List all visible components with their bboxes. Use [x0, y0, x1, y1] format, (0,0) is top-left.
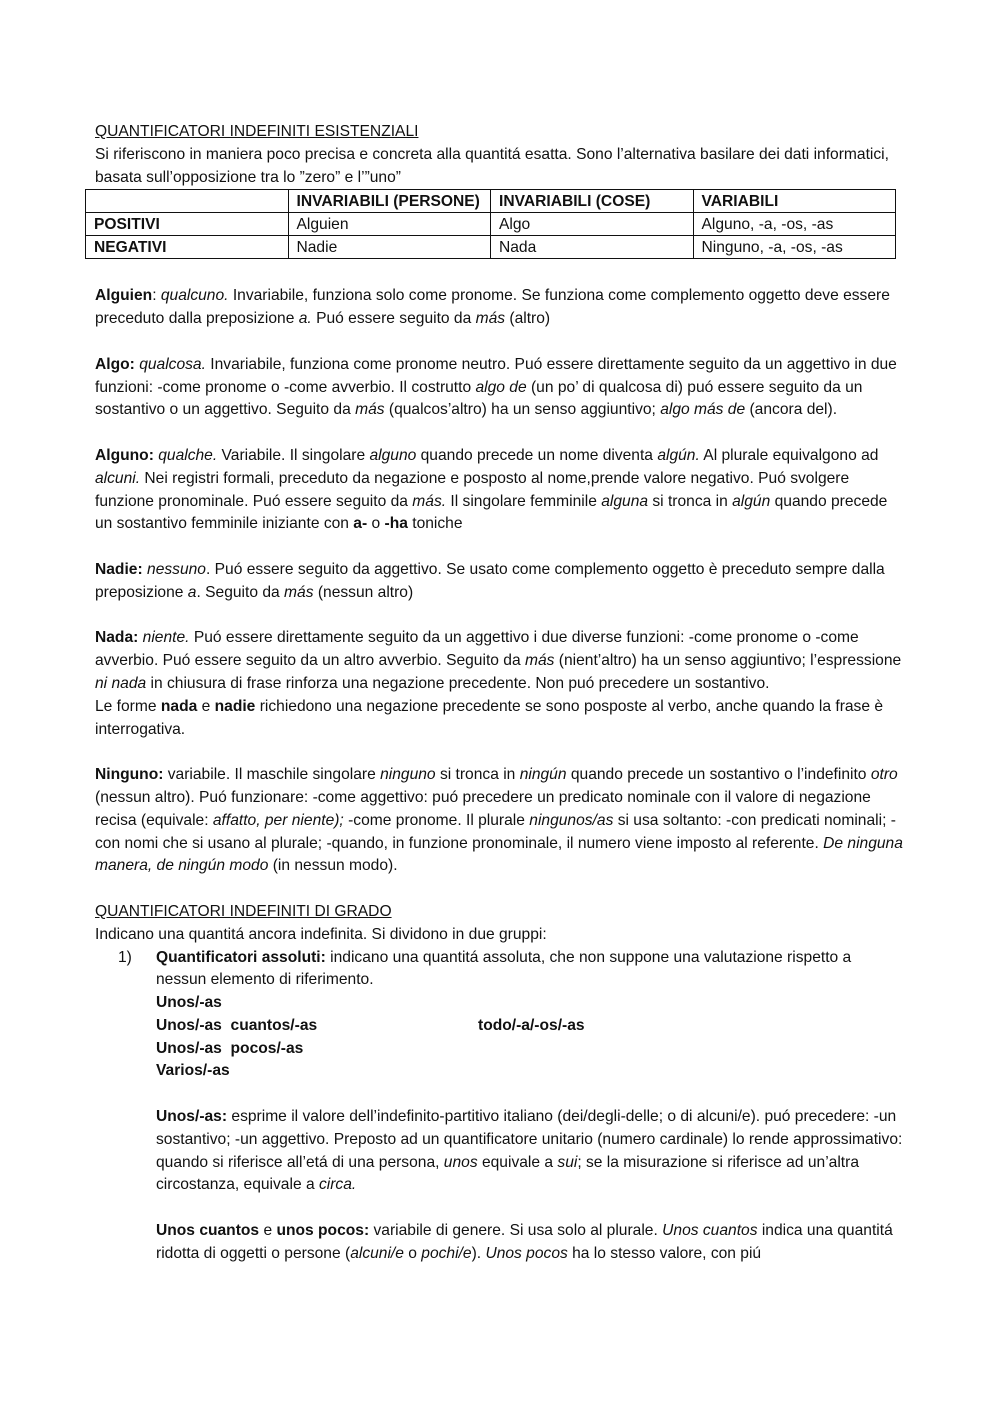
table-header-cell: VARIABILI	[693, 190, 896, 213]
paragraph-alguno: Alguno: qualche. Variabile. Il singolare alguno quando precede un nome diventa algún. Al plurale equivalgono ad alcuni. Nei registri formali, preceduto da negazione e posposto al nome,prende valore negativo. Puó svolgere funzione pronominale. Puó essere seguito da más. Il singolare femminile alguna si tronca in algún quando precede un sostantivo femminile iniziante con a- o -ha toniche	[95, 446, 888, 533]
table-row	[86, 236, 896, 259]
form-entry: Unos/-as cuantos/-as	[156, 1016, 318, 1034]
table-header-row	[86, 190, 896, 213]
section-title: QUANTIFICATORI INDEFINITI ESISTENZIALI	[95, 123, 419, 140]
paragraph-algo: Algo: qualcosa. Invariabile, funziona come pronome neutro. Puó essere direttamente seguito da un aggettivo in due funzioni: -come pronome o -come avverbio. Il costrutto algo de (un po’ di qualcosa di) puó essere seguito da un sostantivo o un aggettivo. Seguito da más (qualcos’altro) ha un senso aggiuntivo; algo más de (ancora del).	[95, 355, 897, 419]
paragraph-unos: Unos/-as: esprime il valore dell’indefinito-partitivo italiano (dei/degli-delle; o di alcuni/e). puó precedere: -un sostantivo; -un aggettivo. Preposto ad un quantificatore unitario (numero cardinale) lo rende approssimativo: quando si riferisce all’etá di una persona, unos equivale a sui; se la misurazione si riferisce ad un’altra circostanza, equivale a circa.	[156, 1108, 903, 1194]
paragraph-unos-cuantos: Unos cuantos e unos pocos: variabile di genere. Si usa solo al plurale. Unos cuantos indica una quantitá ridotta di oggetti o persone (alcuni/e o pochi/e). Unos pocos ha lo stesso valore, con piú	[156, 1222, 893, 1262]
table-header-cell: INVARIABILI (PERSONE)	[288, 190, 491, 213]
table-cell: Alguno, -a, -os, -as	[693, 213, 896, 236]
header-mark	[493, 0, 500, 2]
paragraph-nada: Nada: niente. Puó essere direttamente seguito da un aggettivo i due diverse funzioni: -come pronome o -come avverbio. Puó essere seguito da un altro avverbio. Seguito da más (nient’altro) ha un senso aggiuntivo; l’espressione ni nada in chiusura di frase rinforza una negazione precedente. Non puó precedere un sostantivo.	[95, 629, 902, 692]
section-intro: Si riferiscono in maniera poco precisa e concreta alla quantitá esatta. Sono l’alternativa basilare dei dati informatici, basata sull’opposizione tra lo ”zero” e l’”uno”	[95, 145, 889, 186]
table-cell: Nada	[491, 236, 694, 259]
table-row-header: NEGATIVI	[86, 236, 289, 259]
section-intro: Indicano una quantitá ancora indefinita. Si dividono in due gruppi:	[95, 925, 547, 943]
paragraph-ninguno: Ninguno: variabile. Il maschile singolare ninguno si tronca in ningún quando precede un sostantivo o l’indefinito otro (nessun altro). Puó funzionare: -come aggettivo: puó precedere un predicato nominale con il valore di negazione recisa (equivale: affatto, per niente); -come pronome. Il plurale ningunos/as si usa soltanto: -con predicati nominali; -con nomi che si usano al plurale; -quando, in funzione pronominale, il numero viene imposto al referente. De ninguna manera, de ningún modo (in nessun modo).	[95, 766, 903, 875]
form-entry: Varios/-as	[156, 1062, 230, 1080]
form-entry: todo/-a/-os/-as	[478, 1016, 585, 1034]
table-row-header: POSITIVI	[86, 213, 289, 236]
table-cell: Ninguno, -a, -os, -as	[693, 236, 896, 259]
table-row	[86, 213, 896, 236]
document-page	[95, 121, 903, 1266]
section-title: QUANTIFICATORI INDEFINITI DI GRADO	[95, 902, 392, 920]
paragraph-nada-note: Le forme nada e nadie richiedono una negazione precedente se sono posposte al verbo, anche quando la frase è interrogativa.	[95, 697, 884, 738]
forms-list	[156, 992, 903, 1083]
list-item-text: Quantificatori assoluti: indicano una quantitá assoluta, che non suppone una valutazione rispetto a nessun elemento di riferimento.	[156, 948, 852, 989]
paragraph-alguien: Alguien: qualcuno. Invariabile, funziona solo come pronome. Se funziona come complemento oggetto deve essere preceduto dalla preposizione a. Puó essere seguito da más (altro)	[95, 287, 890, 328]
list-item	[118, 947, 903, 1266]
table-cell: Algo	[491, 213, 694, 236]
table-header-cell: INVARIABILI (COSE)	[491, 190, 694, 213]
table-cell: Alguien	[288, 213, 491, 236]
quantifier-table	[85, 189, 896, 259]
table-cell: Nadie	[288, 236, 491, 259]
form-entry: Unos/-as	[156, 994, 222, 1012]
form-entry: Unos/-as pocos/-as	[156, 1039, 304, 1057]
list-number: 1)	[118, 948, 132, 966]
paragraph-nadie: Nadie: nessuno. Puó essere seguito da aggettivo. Se usato come complemento oggetto è preceduto sempre dalla preposizione a. Seguito da más (nessun altro)	[95, 560, 885, 601]
table-header-cell	[86, 190, 289, 213]
